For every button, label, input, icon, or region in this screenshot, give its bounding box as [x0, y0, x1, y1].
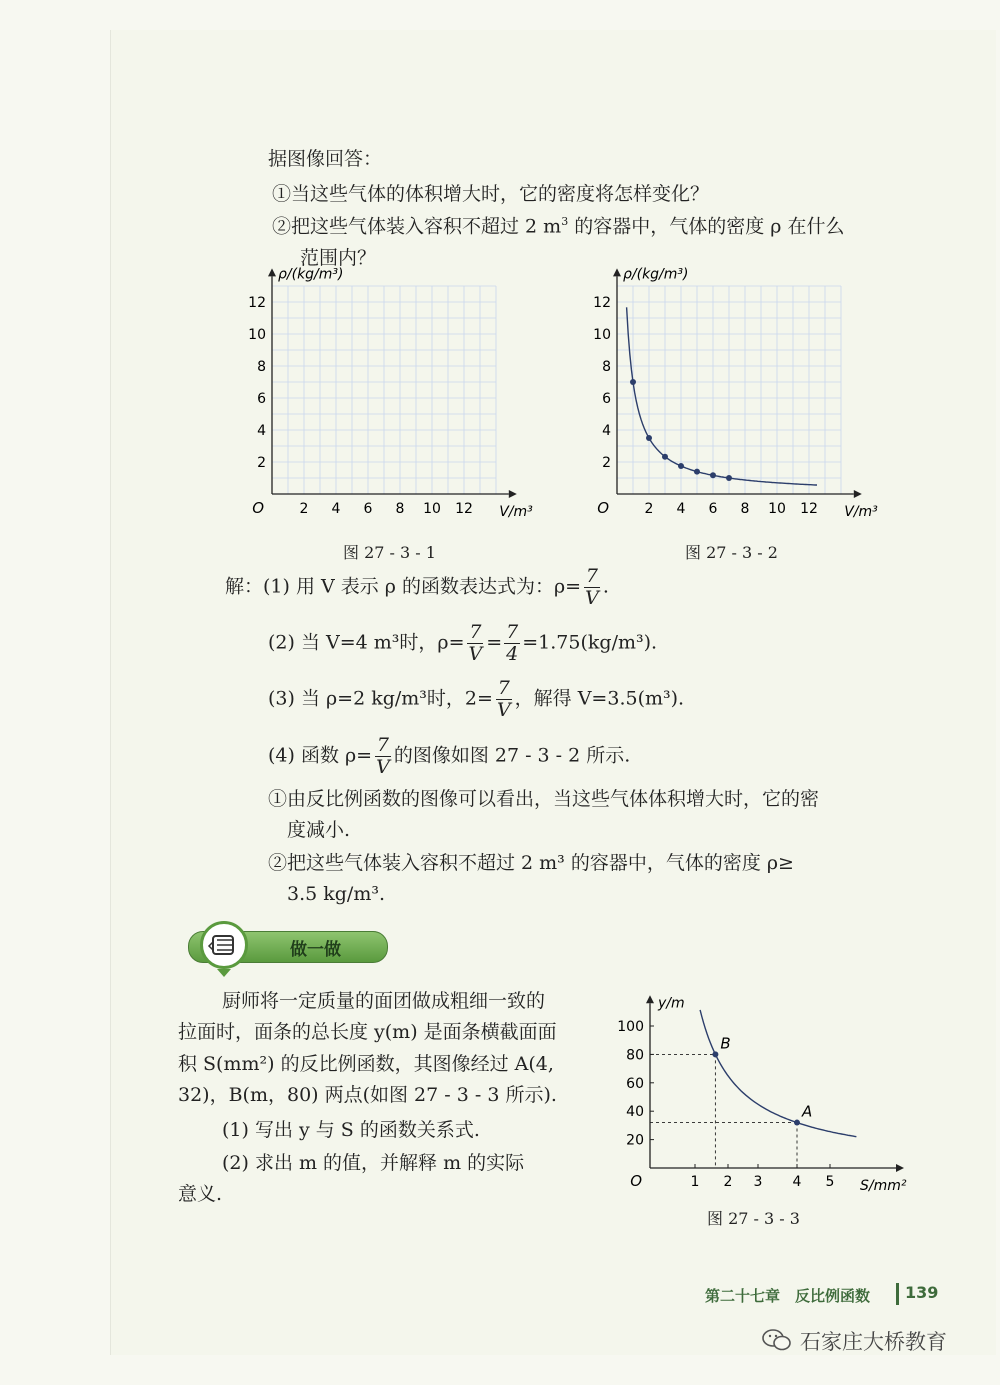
x-tick-label: 6 — [708, 501, 718, 517]
y-tick-label: 10 — [248, 327, 266, 343]
data-point — [794, 1120, 800, 1126]
data-point — [646, 435, 652, 441]
footer-divider — [896, 1283, 899, 1305]
answer-1-line-1: ①由反比例函数的图像可以看出，当这些气体体积增大时，它的密 — [268, 788, 820, 810]
chart-fig-27-3-1 — [230, 266, 533, 522]
y-tick-label: 6 — [602, 391, 611, 407]
answer-1-line-2: 度减小. — [287, 819, 351, 841]
y-tick-label: 100 — [617, 1019, 644, 1035]
activity-para-4: 32)，B(m，80) 两点(如图 27 - 3 - 3 所示). — [178, 1084, 557, 1106]
banner-label: 做一做 — [290, 940, 341, 960]
question-1: ①当这些气体的体积增大时，它的密度将怎样变化？ — [272, 183, 710, 205]
point-label: A — [802, 1102, 813, 1121]
x-tick-label: 10 — [423, 501, 441, 517]
y-tick-label: 12 — [593, 295, 611, 311]
solution-step-4: (4) 函数 ρ= $\frac{7}{V}$ 的图像如图 27 - 3 - 2 所示. — [268, 734, 631, 778]
x-tick-label: 12 — [800, 501, 818, 517]
x-tick-label: 10 — [768, 501, 786, 517]
x-tick-label: 2 — [644, 501, 654, 517]
y-axis-label: ρ/(kg/m³) — [623, 266, 689, 283]
answer-2-line-1: ②把这些气体装入容积不超过 2 m³ 的容器中，气体的密度 ρ≥ — [268, 852, 794, 874]
activity-para-2: 拉面时，面条的总长度 y(m) 是面条横截面面 — [178, 1021, 557, 1043]
origin-label: O — [252, 499, 264, 517]
x-tick-label: 4 — [792, 1174, 802, 1190]
y-tick-label: 40 — [626, 1104, 644, 1121]
x-tick-label: 4 — [331, 501, 341, 517]
chart-fig-27-3-2 — [575, 266, 878, 522]
curve-line — [700, 1010, 856, 1137]
y-tick-label: 6 — [257, 391, 266, 407]
data-point — [710, 472, 716, 478]
hand-icon-badge — [200, 921, 248, 969]
y-tick-label: 10 — [593, 327, 611, 343]
footer-chapter: 第二十七章 反比例函数 — [705, 1287, 871, 1305]
x-tick-label: 6 — [363, 501, 373, 517]
data-point — [726, 475, 732, 481]
x-axis-label: V/m³ — [844, 504, 878, 520]
chart-fig-27-3-3 — [610, 988, 907, 1198]
y-tick-label: 8 — [602, 359, 611, 375]
x-axis-arrow — [509, 490, 517, 498]
figure-caption-2: 图 27 - 3 - 2 — [685, 543, 778, 562]
hand-icon — [203, 924, 245, 966]
activity-banner — [178, 923, 386, 969]
x-tick-label: 1 — [690, 1174, 700, 1190]
figure-caption-1: 图 27 - 3 - 1 — [343, 543, 436, 562]
y-tick-label: 2 — [257, 455, 266, 471]
x-axis-label: V/m³ — [499, 504, 533, 520]
y-tick-label: 80 — [626, 1047, 644, 1064]
answer-2-line-2: 3.5 kg/m³. — [287, 883, 386, 905]
question-2-cont: 范围内？ — [300, 247, 377, 269]
y-tick-label: 60 — [626, 1075, 644, 1092]
y-axis-label: ρ/(kg/m³) — [278, 266, 344, 283]
data-point — [712, 1051, 718, 1057]
solution-step-2: (2) 当 V=4 m³时，ρ= $\frac{7}{V}$ = $\frac{7}{4}$ =1.75(kg/m³). — [268, 621, 658, 665]
intro-heading: 据图像回答： — [268, 148, 383, 170]
solution-step-3: (3) 当 ρ=2 kg/m³时，2= $\frac{7}{V}$ ，解得 V=3.5(m³). — [268, 677, 685, 721]
origin-label: O — [630, 1172, 642, 1190]
y-tick-label: 20 — [626, 1132, 644, 1149]
y-tick-label: 2 — [602, 455, 611, 471]
y-tick-label: 4 — [602, 423, 611, 439]
question-2: ②把这些气体装入容积不超过 2 $m^3$ 的容器中，气体的密度 ρ 在什么 — [272, 215, 845, 238]
y-axis-arrow — [646, 995, 654, 1003]
figure-caption-3: 图 27 - 3 - 3 — [707, 1209, 800, 1228]
watermark-text: 石家庄大桥教育 — [800, 1330, 947, 1354]
page-number: 139 — [905, 1283, 939, 1302]
x-tick-label: 4 — [676, 501, 686, 517]
y-axis-label: y/m — [658, 995, 685, 1012]
data-point — [694, 469, 700, 475]
data-point — [678, 463, 684, 469]
activity-question-1: (1) 写出 y 与 S 的函数关系式. — [222, 1119, 480, 1141]
activity-question-2-cont: 意义. — [178, 1183, 223, 1205]
x-tick-label: 3 — [753, 1174, 763, 1190]
y-tick-label: 8 — [257, 359, 266, 375]
activity-para-1: 厨师将一定质量的面团做成粗细一致的 — [222, 990, 546, 1012]
x-tick-label: 12 — [455, 501, 473, 517]
x-tick-label: 8 — [740, 501, 750, 517]
x-axis-label: S/mm² — [860, 1178, 907, 1194]
origin-label: O — [597, 499, 609, 517]
x-axis-arrow — [854, 490, 862, 498]
solution-step-1: 解：(1) 用 V 表示 ρ 的函数表达式为：ρ= $\frac{7}{V}$ . — [225, 565, 609, 609]
data-point — [630, 379, 636, 385]
x-tick-label: 5 — [825, 1174, 835, 1190]
x-tick-label: 2 — [723, 1174, 733, 1190]
activity-para-3: 积 S(mm²) 的反比例函数，其图像经过 A(4, — [178, 1053, 554, 1075]
point-label: B — [720, 1034, 731, 1053]
data-point — [662, 454, 668, 460]
activity-question-2: (2) 求出 m 的值，并解释 m 的实际 — [222, 1152, 525, 1174]
x-tick-label: 2 — [299, 501, 309, 517]
chevron-down-icon — [217, 969, 231, 977]
y-tick-label: 12 — [248, 295, 266, 311]
x-tick-label: 8 — [395, 501, 405, 517]
y-tick-label: 4 — [257, 423, 266, 439]
wechat-icon — [762, 1328, 792, 1352]
